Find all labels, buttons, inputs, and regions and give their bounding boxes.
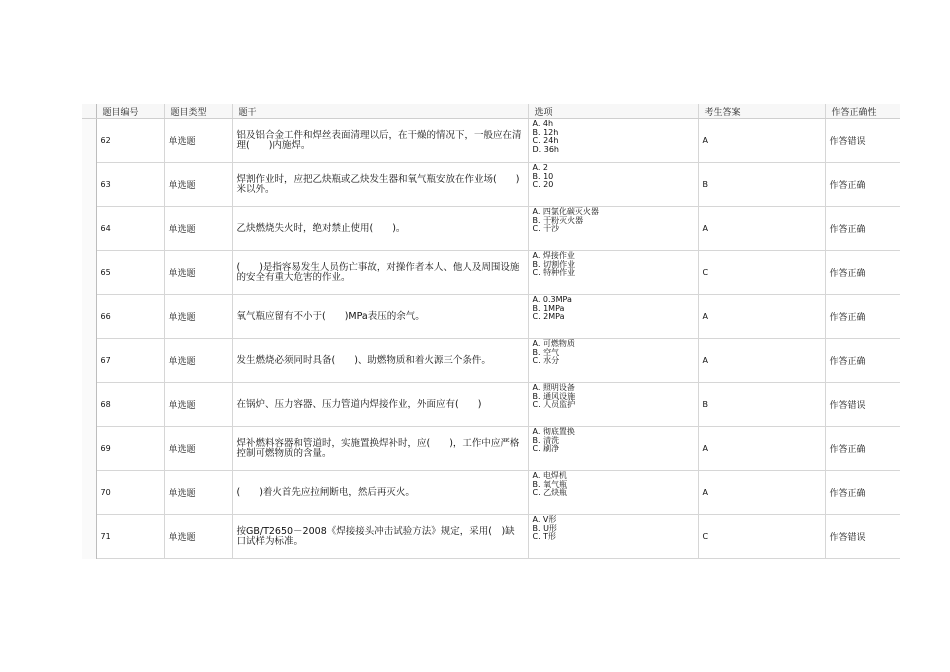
cell-question-id: 69: [96, 427, 164, 471]
option-line: B. 清洗: [532, 435, 560, 445]
cell-question-text: 焊割作业时，应把乙炔瓶或乙炔发生器和氧气瓶安放在作业场( )米以外。: [232, 163, 528, 207]
cell-answer-result: 作答错误: [825, 515, 900, 559]
column-header-id: 题目编号: [96, 104, 164, 119]
cell-options: [528, 295, 698, 339]
cell-answer-result: 作答正确: [825, 427, 900, 471]
cell-question-id: 63: [96, 163, 164, 207]
cell-question-text: 氧气瓶应留有不小于( )MPa表压的余气。: [232, 295, 528, 339]
cell-question-type: 单选题: [164, 207, 232, 251]
cell-answer-result: 作答正确: [825, 339, 900, 383]
cell-options: [528, 163, 698, 207]
cell-question-text: 按GB/T2650－2008《焊接接头冲击试验方法》规定，采用( )缺口试样为标准。: [232, 515, 528, 559]
cell-options: [528, 251, 698, 295]
option-line: A. 0.3MPa: [532, 295, 572, 304]
cell-question-type: 单选题: [164, 163, 232, 207]
cell-options: [528, 207, 698, 251]
option-line: A. 4h: [532, 119, 554, 128]
option-line: C. 刷净: [532, 444, 560, 454]
option-line: C. 人员监护: [532, 400, 576, 410]
cell-candidate-answer: A: [698, 471, 825, 515]
option-line: B. 氧气瓶: [532, 479, 568, 489]
cell-question-text: ( )是指容易发生人员伤亡事故，对操作者本人、他人及周围设施的安全有重大危害的作业。: [232, 251, 528, 295]
option-line: A. 照明设备: [532, 383, 575, 392]
option-line: A. V形: [532, 515, 557, 524]
option-line: B. 10: [532, 171, 554, 181]
cell-question-text: 发生燃烧必须同时具备( )、助燃物质和着火源三个条件。: [232, 339, 528, 383]
option-line: C. 干沙: [532, 224, 560, 234]
table-body: [82, 119, 900, 559]
row-gutter: [82, 471, 96, 515]
option-line: B. U形: [532, 523, 557, 533]
cell-question-text: 焊补燃料容器和管道时，实施置换焊补时，应( )，工作中应严格控制可燃物质的含量。: [232, 427, 528, 471]
option-line: C. T形: [532, 532, 557, 542]
option-line: C. 特种作业: [532, 268, 576, 278]
table-row: [82, 163, 900, 207]
cell-question-id: 66: [96, 295, 164, 339]
row-gutter: [82, 119, 96, 163]
cell-question-text: 在锅炉、压力容器、压力管道内焊接作业，外面应有( ): [232, 383, 528, 427]
table-header: [82, 104, 900, 119]
cell-question-id: 62: [96, 119, 164, 163]
option-line: A. 2: [532, 163, 549, 172]
cell-question-type: 单选题: [164, 515, 232, 559]
cell-answer-result: 作答错误: [825, 383, 900, 427]
row-gutter: [82, 383, 96, 427]
cell-question-type: 单选题: [164, 427, 232, 471]
cell-answer-result: 作答正确: [825, 295, 900, 339]
option-line: C. 24h: [532, 136, 559, 146]
cell-question-id: 71: [96, 515, 164, 559]
table-row: [82, 427, 900, 471]
option-line: B. 通风设施: [532, 391, 576, 401]
cell-options: [528, 383, 698, 427]
option-line: A. 电焊机: [532, 471, 567, 480]
table-row: [82, 119, 900, 163]
option-line: A. 焊接作业: [532, 251, 575, 260]
cell-candidate-answer: A: [698, 339, 825, 383]
row-gutter: [82, 295, 96, 339]
option-line: A. 可燃物质: [532, 339, 575, 348]
row-gutter: [82, 251, 96, 295]
row-gutter: [82, 427, 96, 471]
cell-question-type: 单选题: [164, 339, 232, 383]
table-row: [82, 251, 900, 295]
cell-question-text: 铝及铝合金工件和焊丝表面清理以后，在干燥的情况下，一般应在清理( )内施焊。: [232, 119, 528, 163]
cell-candidate-answer: A: [698, 207, 825, 251]
cell-answer-result: 作答正确: [825, 251, 900, 295]
cell-candidate-answer: B: [698, 163, 825, 207]
table-row: [82, 515, 900, 559]
cell-question-text: 乙炔燃烧失火时，绝对禁止使用( )。: [232, 207, 528, 251]
cell-question-type: 单选题: [164, 119, 232, 163]
option-line: C. 乙炔瓶: [532, 488, 568, 498]
option-line: B. 切割作业: [532, 259, 576, 269]
column-header-answer: 考生答案: [698, 104, 825, 119]
cell-answer-result: 作答正确: [825, 471, 900, 515]
row-gutter: [82, 207, 96, 251]
row-gutter: [82, 515, 96, 559]
column-header-result: 作答正确性: [825, 104, 900, 119]
cell-question-id: 64: [96, 207, 164, 251]
cell-question-id: 70: [96, 471, 164, 515]
option-line: C. 水分: [532, 356, 560, 366]
cell-candidate-answer: C: [698, 515, 825, 559]
cell-question-type: 单选题: [164, 251, 232, 295]
row-gutter: [82, 339, 96, 383]
cell-answer-result: 作答错误: [825, 119, 900, 163]
column-header-type: 题目类型: [164, 104, 232, 119]
row-gutter-header: [82, 104, 96, 119]
option-line: C. 20: [532, 180, 554, 190]
option-line: C. 2MPa: [532, 312, 565, 322]
cell-candidate-answer: A: [698, 119, 825, 163]
answer-table: [82, 104, 900, 559]
option-line: B. 干粉灭火器: [532, 215, 584, 225]
column-header-options: 选项: [528, 104, 698, 119]
cell-question-id: 68: [96, 383, 164, 427]
option-line: A. 四氯化碳灭火器: [532, 207, 599, 216]
cell-question-type: 单选题: [164, 295, 232, 339]
cell-options: [528, 119, 698, 163]
option-line: A. 彻底置换: [532, 427, 575, 436]
row-gutter: [82, 163, 96, 207]
cell-question-type: 单选题: [164, 471, 232, 515]
column-header-question: 题干: [232, 104, 528, 119]
cell-question-text: ( )着火首先应拉闸断电，然后再灭火。: [232, 471, 528, 515]
table-row: [82, 339, 900, 383]
table-row: [82, 383, 900, 427]
option-line: B. 空气: [532, 347, 560, 357]
cell-question-id: 65: [96, 251, 164, 295]
cell-candidate-answer: A: [698, 295, 825, 339]
cell-options: [528, 515, 698, 559]
option-line: B. 12h: [532, 127, 559, 137]
cell-candidate-answer: B: [698, 383, 825, 427]
table-row: [82, 471, 900, 515]
cell-options: [528, 427, 698, 471]
cell-question-id: 67: [96, 339, 164, 383]
cell-options: [528, 471, 698, 515]
cell-candidate-answer: A: [698, 427, 825, 471]
table-row: [82, 295, 900, 339]
option-line: D. 36h: [532, 144, 559, 154]
cell-answer-result: 作答正确: [825, 207, 900, 251]
answer-sheet: [82, 104, 900, 559]
cell-options: [528, 339, 698, 383]
option-line: B. 1MPa: [532, 303, 565, 313]
table-row: [82, 207, 900, 251]
cell-candidate-answer: C: [698, 251, 825, 295]
cell-question-type: 单选题: [164, 383, 232, 427]
cell-answer-result: 作答正确: [825, 163, 900, 207]
